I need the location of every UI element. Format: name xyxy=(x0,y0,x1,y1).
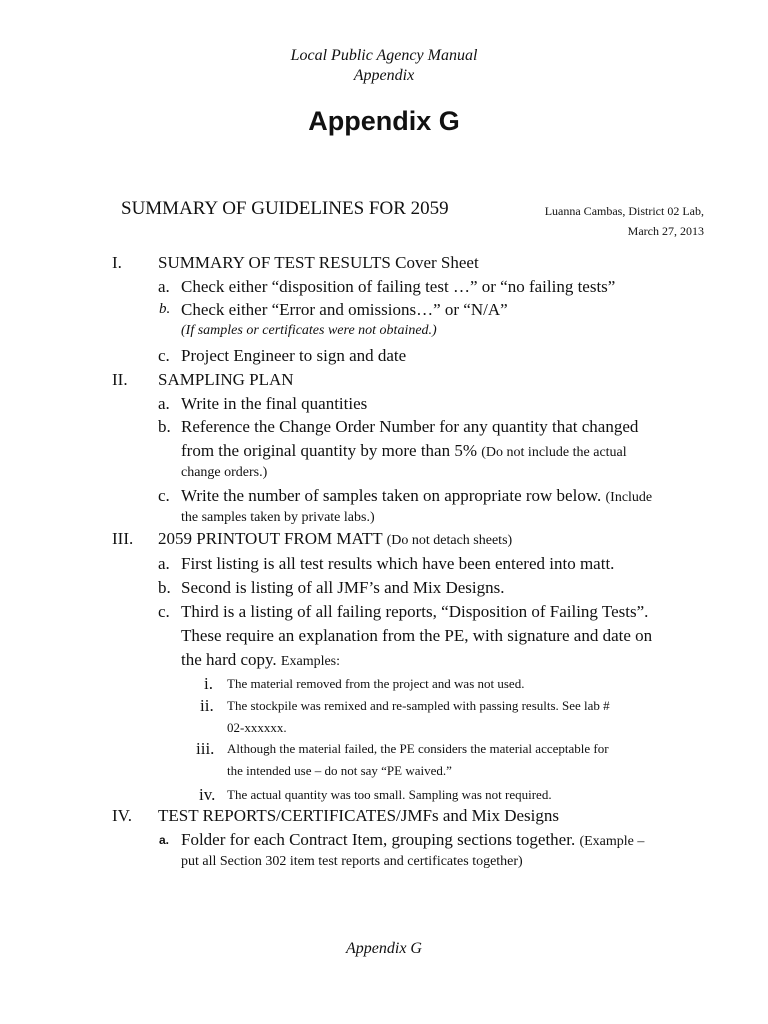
section-3-item-c-text: the hard copy. xyxy=(181,650,277,669)
section-2-item-b-cont xyxy=(181,441,627,461)
subitem-marker: iv. xyxy=(199,785,216,804)
section-3-item-a: First listing is all test results which have been entered into matt. xyxy=(181,554,615,573)
section-2-item-a: Write in the final quantities xyxy=(181,394,368,413)
section-2-title: SAMPLING PLAN xyxy=(158,370,294,389)
section-2-item-c xyxy=(181,486,652,506)
section-3-title xyxy=(158,529,512,549)
section-3-title-text: 2059 PRINTOUT FROM MATT xyxy=(158,529,383,548)
section-3-item-c-line2: These require an explanation from the PE, with signature and date on xyxy=(181,626,653,645)
section-2-item-b-note-end: change orders.) xyxy=(181,465,268,480)
section-2-item-b: Reference the Change Order Number for any quantity that changed xyxy=(181,417,639,436)
section-4-item-a-text: Folder for each Contract Item, grouping sections together. xyxy=(181,830,576,849)
section-4-item-a-note-end: put all Section 302 item test reports and certificates together) xyxy=(181,854,523,869)
example-iii: Although the material failed, the PE considers the material acceptable for xyxy=(227,741,609,756)
item-marker: b. xyxy=(158,417,171,436)
section-2-item-b-note: (Do not include the actual xyxy=(481,445,627,460)
subitem-marker: ii. xyxy=(200,696,214,715)
author-line: Luanna Cambas, District 02 Lab, xyxy=(544,204,704,218)
item-marker: a. xyxy=(158,277,170,296)
section-4-title: TEST REPORTS/CERTIFICATES/JMFs and Mix Designs xyxy=(158,806,559,825)
subitem-marker: i. xyxy=(204,674,213,693)
author-date: March 27, 2013 xyxy=(627,224,704,238)
section-1-item-b: Check either “Error and omissions…” or “N/A” xyxy=(181,300,508,319)
item-marker: a. xyxy=(158,554,170,573)
section-2-item-c-text: Write the number of samples taken on appropriate row below. xyxy=(181,486,602,505)
item-marker: c. xyxy=(158,486,170,505)
section-3-title-note: (Do not detach sheets) xyxy=(386,533,513,548)
section-2-item-c-note: (Include xyxy=(605,490,653,505)
section-2-number: II. xyxy=(112,370,128,389)
section-3-item-c-line3 xyxy=(181,650,340,670)
example-ii-line2: 02-xxxxxx. xyxy=(227,720,287,735)
example-i: The material removed from the project and was not used. xyxy=(227,676,525,691)
item-marker: c. xyxy=(158,346,170,365)
section-1-item-c: Project Engineer to sign and date xyxy=(181,346,407,365)
section-1-item-a: Check either “disposition of failing test …” or “no failing tests” xyxy=(181,277,616,296)
subitem-marker: iii. xyxy=(196,739,215,758)
section-4-number: IV. xyxy=(112,806,132,825)
section-3-number: III. xyxy=(112,529,134,548)
footer-label: Appendix G xyxy=(346,940,422,957)
section-3-item-b: Second is listing of all JMF’s and Mix Designs. xyxy=(181,578,505,597)
item-marker: a. xyxy=(159,833,170,847)
section-3-item-c: Third is a listing of all failing reports, “Disposition of Failing Tests”. xyxy=(181,602,649,621)
example-iii-line2: the intended use – do not say “PE waived.” xyxy=(227,763,452,778)
header-manual-title: Local Public Agency Manual xyxy=(290,47,478,64)
item-marker: a. xyxy=(158,394,170,413)
section-1-title: SUMMARY OF TEST RESULTS Cover Sheet xyxy=(158,253,479,272)
section-2-item-b-text: from the original quantity by more than 5% xyxy=(181,441,478,460)
item-marker: c. xyxy=(158,602,170,621)
section-1-item-b-note: (If samples or certificates were not obtained.) xyxy=(181,323,437,338)
header-appendix-label: Appendix xyxy=(353,67,415,84)
section-4-item-a xyxy=(181,830,644,850)
example-iv: The actual quantity was too small. Sampling was not required. xyxy=(227,787,552,802)
section-4-item-a-note: (Example – xyxy=(579,834,645,849)
summary-title: SUMMARY OF GUIDELINES FOR 2059 xyxy=(121,198,449,219)
page-title: Appendix G xyxy=(308,106,460,136)
item-marker: b. xyxy=(158,578,171,597)
section-1-number: I. xyxy=(112,253,122,272)
section-2-item-c-note-end: the samples taken by private labs.) xyxy=(181,510,375,525)
section-3-item-c-note: Examples: xyxy=(280,654,341,669)
item-marker: b. xyxy=(159,301,171,317)
example-ii: The stockpile was remixed and re-sampled with passing results. See lab # xyxy=(227,698,610,713)
